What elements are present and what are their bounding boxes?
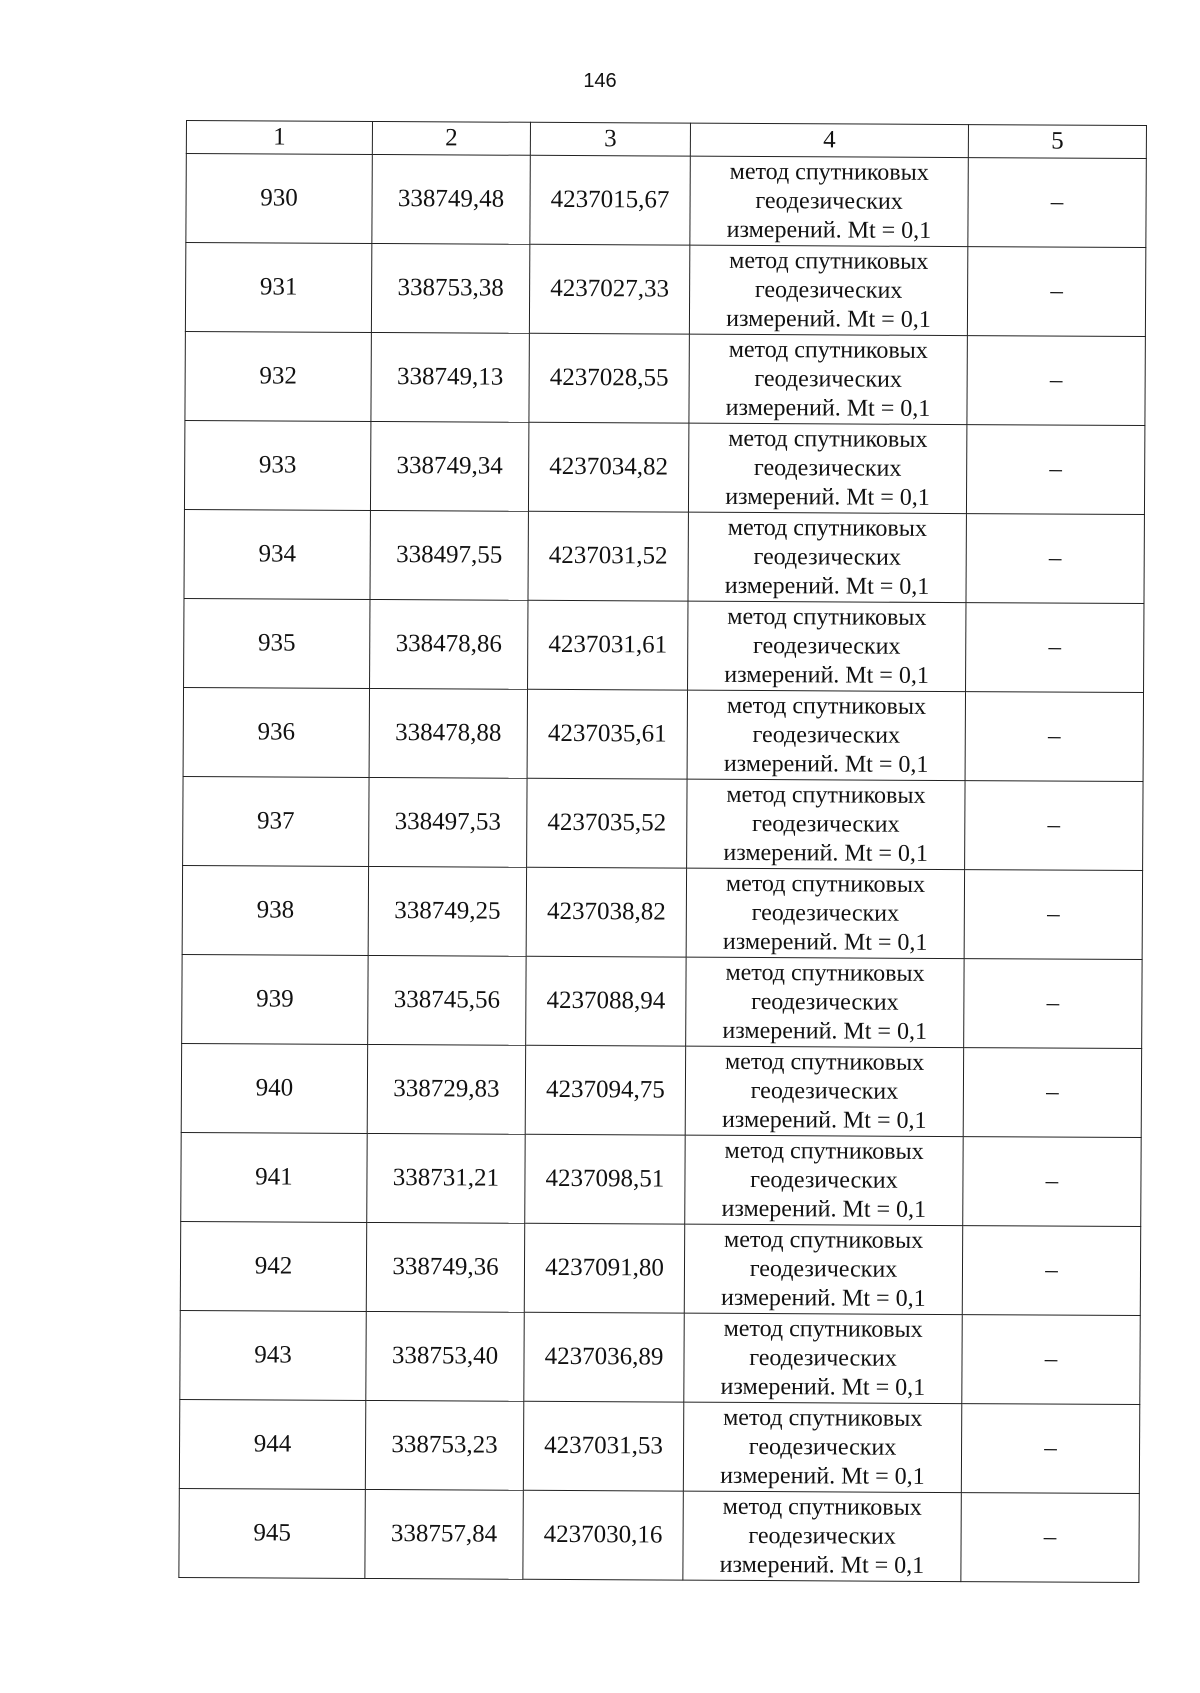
y-coordinate-cell: 4237038,82 [526, 867, 686, 957]
column-header: 5 [968, 125, 1146, 159]
note-cell: – [967, 247, 1145, 337]
method-line: геодезических [754, 365, 902, 393]
table-row [180, 1310, 1140, 1404]
point-number-cell: 930 [186, 154, 372, 244]
table-row [184, 420, 1144, 514]
y-coordinate-cell: 4237031,52 [528, 511, 688, 601]
method-cell [683, 1402, 961, 1492]
method-line: измерений. Mt = 0,1 [722, 1017, 928, 1045]
method-line: метод спутниковых [723, 1315, 923, 1343]
point-number-cell: 944 [179, 1399, 365, 1489]
point-number-cell: 935 [184, 598, 370, 688]
table-row [182, 954, 1142, 1048]
method-line: метод спутниковых [723, 1404, 923, 1432]
method-line: метод спутниковых [728, 336, 928, 364]
method-line: геодезических [748, 1522, 896, 1550]
x-coordinate-cell: 338749,34 [370, 421, 528, 511]
method-line: метод спутниковых [729, 247, 929, 275]
table-row [179, 1399, 1139, 1493]
note-cell: – [966, 425, 1144, 515]
method-line: метод спутниковых [726, 692, 927, 720]
y-coordinate-cell: 4237030,16 [523, 1490, 683, 1580]
method-cell [687, 690, 965, 780]
column-header: 3 [530, 122, 690, 156]
note-cell: – [963, 1048, 1141, 1138]
note-cell: – [965, 781, 1143, 871]
method-line: метод спутниковых [729, 158, 929, 186]
point-number-cell: 937 [183, 776, 369, 866]
note-cell: – [965, 692, 1143, 782]
y-coordinate-cell: 4237035,61 [527, 689, 687, 779]
table-header [186, 121, 1146, 159]
method-line: измерений. Mt = 0,1 [721, 1106, 927, 1134]
method-line: метод спутниковых [725, 870, 926, 898]
method-cell [688, 423, 966, 513]
note-cell: – [968, 158, 1146, 248]
note-cell: – [961, 1493, 1139, 1583]
point-number-cell: 932 [185, 331, 371, 421]
note-cell: – [963, 1137, 1141, 1227]
x-coordinate-cell: 338749,13 [371, 332, 529, 422]
method-cell [686, 868, 964, 958]
note-cell: – [962, 1226, 1140, 1316]
method-line: измерений. Mt = 0,1 [725, 483, 930, 511]
x-coordinate-cell: 338731,21 [367, 1133, 525, 1223]
y-coordinate-cell: 4237028,55 [529, 333, 689, 423]
method-cell [688, 601, 966, 691]
method-line: геодезических [750, 1077, 899, 1105]
method-line: геодезических [754, 276, 903, 304]
method-cell [684, 1313, 962, 1403]
table-row [186, 154, 1146, 248]
y-coordinate-cell: 4237031,61 [528, 600, 688, 690]
y-coordinate-cell: 4237031,53 [523, 1401, 683, 1491]
x-coordinate-cell: 338745,56 [368, 955, 526, 1045]
method-line: измерений. Mt = 0,1 [720, 1284, 926, 1312]
method-line: измерений. Mt = 0,1 [720, 1462, 925, 1490]
table-row [183, 687, 1143, 781]
method-line: геодезических [753, 543, 902, 571]
note-cell: – [964, 959, 1142, 1049]
x-coordinate-cell: 338749,48 [372, 154, 530, 244]
point-number-cell: 939 [182, 954, 368, 1044]
point-number-cell: 931 [185, 243, 371, 333]
y-coordinate-cell: 4237094,75 [525, 1045, 685, 1135]
method-line: геодезических [751, 899, 900, 927]
method-cell [687, 779, 965, 869]
note-cell: – [966, 603, 1144, 693]
method-line: геодезических [749, 1255, 898, 1283]
column-header: 1 [186, 121, 372, 155]
y-coordinate-cell: 4237027,33 [529, 244, 689, 334]
method-line: измерений. Mt = 0,1 [724, 572, 930, 600]
x-coordinate-cell: 338753,40 [366, 1311, 524, 1401]
column-header: 4 [690, 123, 968, 157]
point-number-cell: 933 [184, 420, 370, 510]
method-line: метод спутниковых [727, 603, 927, 631]
y-coordinate-cell: 4237015,67 [530, 155, 690, 245]
x-coordinate-cell: 338497,53 [369, 777, 527, 867]
note-cell: – [967, 336, 1145, 426]
table-row [182, 865, 1142, 959]
method-cell [683, 1491, 961, 1581]
page-number: 146 [583, 70, 617, 92]
note-cell: – [964, 870, 1142, 960]
note-cell: – [966, 514, 1144, 604]
method-line: геодезических [750, 1166, 898, 1194]
method-line: геодезических [748, 1433, 897, 1461]
method-cell [685, 1135, 963, 1225]
method-line: геодезических [752, 810, 900, 838]
method-line: метод спутниковых [724, 1137, 924, 1165]
method-line: измерений. Mt = 0,1 [722, 928, 928, 956]
method-cell [688, 512, 966, 602]
point-number-cell: 938 [182, 865, 368, 955]
point-number-cell: 943 [180, 1310, 366, 1400]
note-cell: – [961, 1404, 1139, 1494]
y-coordinate-cell: 4237091,80 [524, 1223, 684, 1313]
header-row [186, 121, 1146, 159]
table-row [183, 776, 1143, 870]
method-cell [690, 156, 968, 246]
method-line: метод спутниковых [722, 1493, 922, 1521]
note-cell: – [962, 1315, 1140, 1405]
x-coordinate-cell: 338478,88 [369, 688, 527, 778]
method-line: измерений. Mt = 0,1 [725, 394, 931, 422]
x-coordinate-cell: 338753,38 [371, 243, 529, 333]
method-line: измерений. Mt = 0,1 [720, 1373, 926, 1401]
method-line: измерений. Mt = 0,1 [726, 216, 932, 244]
method-line: геодезических [752, 721, 901, 749]
method-line: метод спутниковых [724, 1226, 924, 1254]
table-body [179, 154, 1146, 1583]
method-cell [686, 957, 964, 1047]
method-line: измерений. Mt = 0,1 [721, 1195, 927, 1223]
table-row [179, 1488, 1139, 1582]
table-row [180, 1221, 1140, 1315]
x-coordinate-cell: 338729,83 [367, 1044, 525, 1134]
method-line: геодезических [751, 988, 899, 1016]
x-coordinate-cell: 338749,25 [368, 866, 526, 956]
method-line: измерений. Mt = 0,1 [719, 1551, 925, 1579]
x-coordinate-cell: 338478,86 [370, 599, 528, 689]
method-line: метод спутниковых [727, 514, 927, 542]
table-row [184, 598, 1144, 692]
point-number-cell: 936 [183, 687, 369, 777]
point-number-cell: 934 [184, 509, 370, 599]
method-line: измерений. Mt = 0,1 [723, 750, 929, 778]
method-line: геодезических [749, 1344, 897, 1372]
coordinates-table [178, 120, 1147, 1583]
method-line: измерений. Mt = 0,1 [726, 305, 931, 333]
y-coordinate-cell: 4237036,89 [524, 1312, 684, 1402]
method-line: геодезических [752, 632, 901, 660]
x-coordinate-cell: 338757,84 [365, 1489, 523, 1579]
table-row [185, 243, 1145, 337]
method-line: измерений. Mt = 0,1 [724, 661, 929, 689]
point-number-cell: 942 [180, 1221, 366, 1311]
method-line: метод спутниковых [728, 425, 928, 453]
y-coordinate-cell: 4237034,82 [528, 422, 688, 512]
table-row [184, 509, 1144, 603]
method-line: геодезических [755, 187, 903, 215]
method-line: метод спутниковых [725, 959, 925, 987]
method-line: метод спутниковых [724, 1048, 925, 1076]
x-coordinate-cell: 338753,23 [365, 1400, 523, 1490]
y-coordinate-cell: 4237088,94 [526, 956, 686, 1046]
method-cell [689, 334, 967, 424]
point-number-cell: 941 [181, 1132, 367, 1222]
table-row [181, 1132, 1141, 1226]
method-line: измерений. Mt = 0,1 [723, 839, 929, 867]
method-line: геодезических [753, 454, 902, 482]
table-row [181, 1043, 1141, 1137]
y-coordinate-cell: 4237098,51 [525, 1134, 685, 1224]
y-coordinate-cell: 4237035,52 [527, 778, 687, 868]
x-coordinate-cell: 338749,36 [366, 1222, 524, 1312]
method-cell [689, 245, 967, 335]
method-cell [684, 1224, 962, 1314]
method-cell [685, 1046, 963, 1136]
method-line: метод спутниковых [726, 781, 926, 809]
column-header: 2 [372, 121, 530, 155]
point-number-cell: 945 [179, 1488, 365, 1578]
point-number-cell: 940 [181, 1043, 367, 1133]
table-row [185, 331, 1145, 425]
x-coordinate-cell: 338497,55 [370, 510, 528, 600]
